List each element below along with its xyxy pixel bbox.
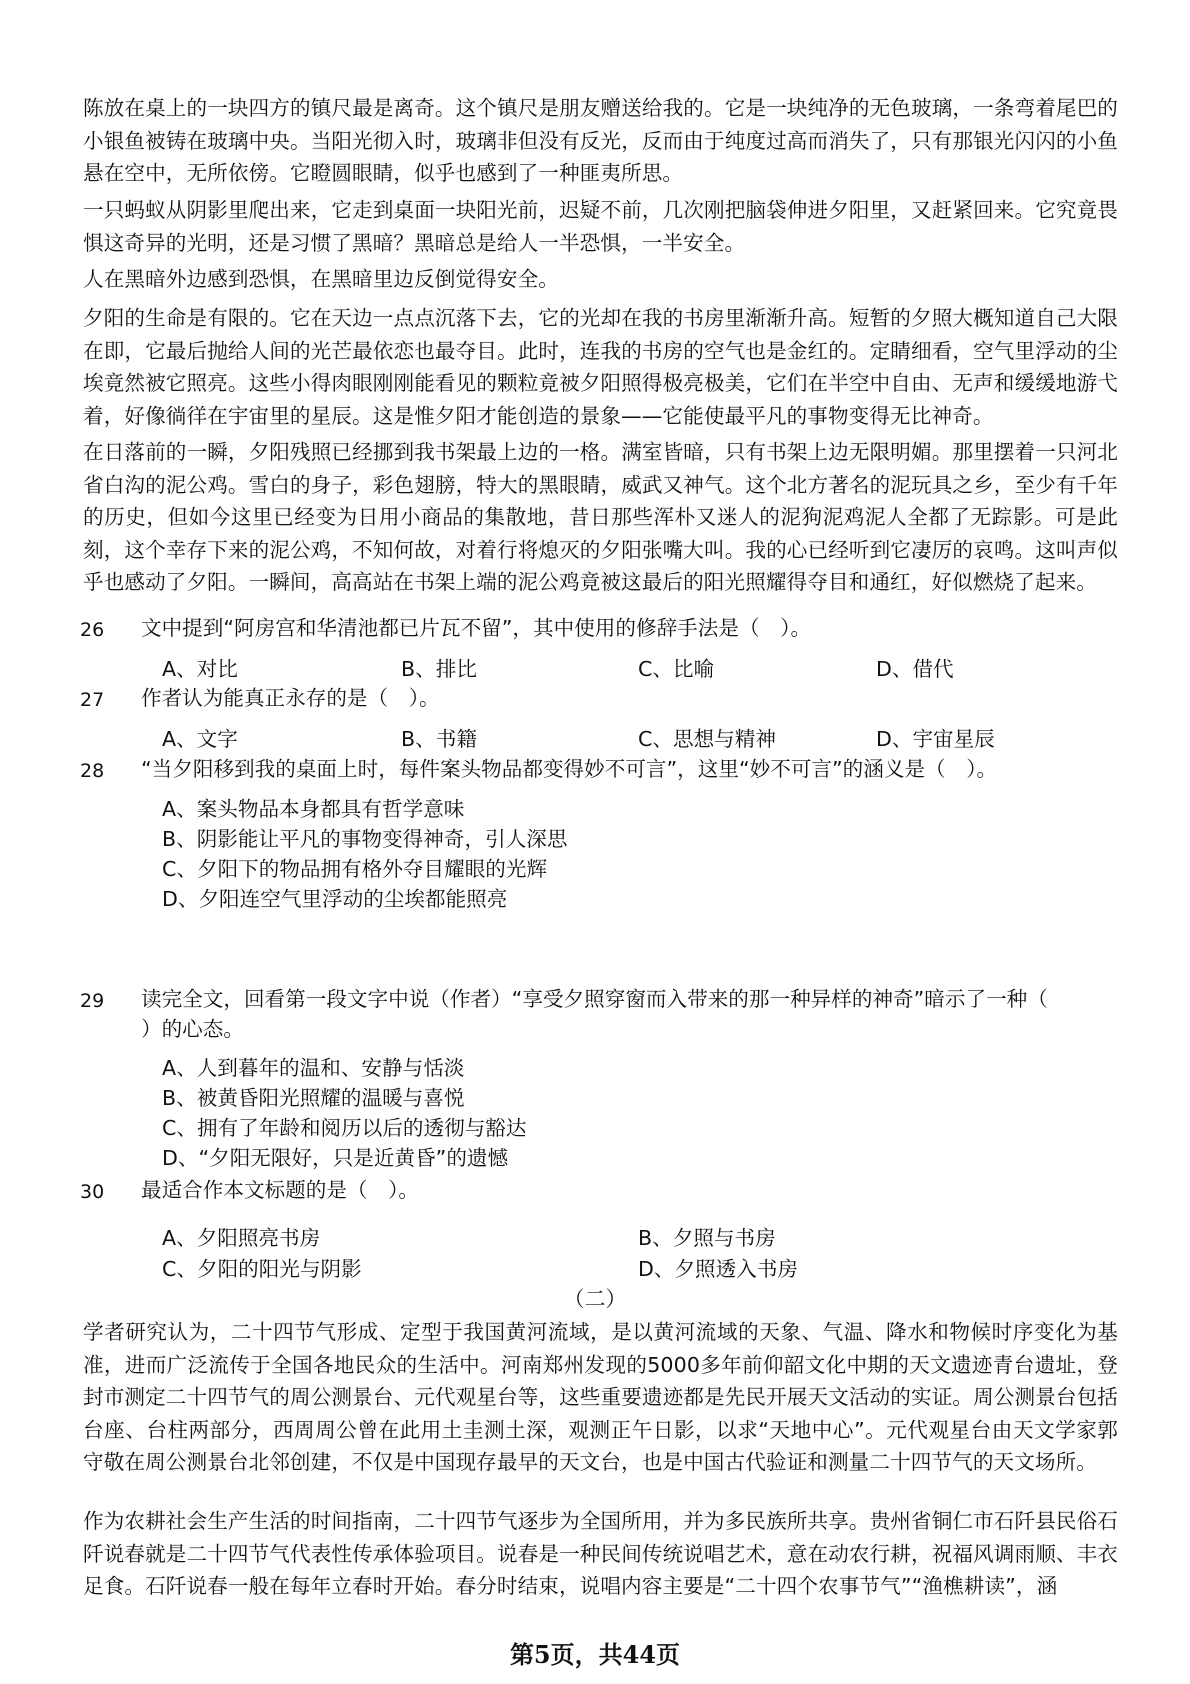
passage-paragraph-3: 人在黑暗外边感到恐惧，在黑暗里边反倒觉得安全。	[83, 267, 559, 291]
passage-paragraph-5: 在日落前的一瞬，夕阳残照已经挪到我书架最上边的一格。满室皆暗，只有书架上边无限明媚。那里摆着一只河北省白沟的泥公鸡。雪白的身子，彩色翅膀，特大的黑眼睛，威武又神气。这个北方著名的泥玩具之乡，至少有千年的历史，但如今这里已经变为日用小商品的集散地，昔日那些浑朴又迷人的泥狗泥鸡泥人全都了无踪影。可是此刻，这个幸存下来的泥公鸡，不知何故，对着行将熄灭的夕阳张嘴大叫。我的心已经听到它凄厉的哀鸣。这叫声似乎也感动了夕阳。一瞬间，高高站在书架上端的泥公鸡竟被这最后的阳光照耀得夺目和通红，好似燃烧了起来。	[83, 440, 1118, 594]
q29-option-c[interactable]: C、拥有了年龄和阅历以后的透彻与豁达	[162, 1116, 527, 1140]
q28-option-d[interactable]: D、夕阳连空气里浮动的尘埃都能照亮	[162, 887, 508, 911]
question-text-28: “当夕阳移到我的桌面上时，每件案头物品都变得妙不可言”，这里“妙不可言”的涵义是（ ）。	[141, 757, 998, 781]
question-number-30: 30	[80, 1181, 105, 1203]
q26-option-c[interactable]: C、比喻	[638, 657, 715, 681]
q26-option-b[interactable]: B、排比	[401, 657, 477, 681]
q28-option-c[interactable]: C、夕阳下的物品拥有格外夺目耀眼的光辉	[162, 857, 548, 881]
q28-option-a[interactable]: A、案头物品本身都具有哲学意味	[162, 797, 465, 821]
q30-option-d[interactable]: D、夕照透入书房	[638, 1257, 799, 1281]
section2-paragraph-2: 作为农耕社会生产生活的时间指南，二十四节气逐步为全国所用，并为多民族所共享。贵州省铜仁市石阡县民俗石阡说春就是二十四节气代表性传承体验项目。说春是一种民间传统说唱艺术，意在动农行耕，祝福风调雨顺、丰衣足食。石阡说春一般在每年立春时开始。春分时结束，说唱内容主要是“二十四个农事节气”“渔樵耕读”，涵	[83, 1509, 1118, 1598]
q26-option-a[interactable]: A、对比	[162, 657, 238, 681]
q30-option-a[interactable]: A、夕阳照亮书房	[162, 1226, 321, 1250]
q27-option-c[interactable]: C、思想与精神	[638, 727, 776, 751]
question-text-27: 作者认为能真正永存的是（ ）。	[141, 686, 440, 710]
question-number-27: 27	[80, 689, 105, 711]
q29-option-a[interactable]: A、人到暮年的温和、安静与恬淡	[162, 1056, 465, 1080]
question-number-28: 28	[80, 760, 105, 782]
q30-option-b[interactable]: B、夕照与书房	[638, 1226, 776, 1250]
page-footer: 第5页，共44页	[509, 1640, 681, 1669]
q29-option-b[interactable]: B、被黄昏阳光照耀的温暖与喜悦	[162, 1086, 465, 1110]
section2-paragraph-1: 学者研究认为，二十四节气形成、定型于我国黄河流域，是以黄河流域的天象、气温、降水和物候时序变化为基准，进而广泛流传于全国各地民众的生活中。河南郑州发现的5000多年前仰韶文化中期的天文遗迹青台遗址，登封市测定二十四节气的周公测景台、元代观星台等，这些重要遗迹都是先民开展天文活动的实证。周公测景台包括台座、台柱两部分，西周周公曾在此用土圭测土深，观测正午日影，以求“天地中心”。元代观星台由天文学家郭守敬在周公测景台北邻创建，不仅是中国现存最早的天文台，也是中国古代验证和测量二十四节气的天文场所。	[83, 1320, 1118, 1474]
q27-option-d[interactable]: D、宇宙星辰	[876, 727, 995, 751]
passage-paragraph-2: 一只蚂蚁从阴影里爬出来，它走到桌面一块阳光前，迟疑不前，几次刚把脑袋伸进夕阳里，又赶紧回来。它究竟畏惧这奇异的光明，还是习惯了黑暗？黑暗总是给人一半恐惧，一半安全。	[83, 198, 1118, 255]
question-number-26: 26	[80, 619, 105, 641]
q27-option-b[interactable]: B、书籍	[401, 727, 477, 751]
question-text-29-line1: 读完全文，回看第一段文字中说（作者）“享受夕照穿窗而入带来的那一种异样的神奇”暗示了一种（	[141, 987, 1048, 1011]
q29-option-d[interactable]: D、“夕阳无限好，只是近黄昏”的遗憾	[162, 1146, 509, 1170]
q26-option-d[interactable]: D、借代	[876, 657, 954, 681]
question-text-26: 文中提到“阿房宫和华清池都已片瓦不留”，其中使用的修辞手法是（ ）。	[141, 616, 812, 640]
q28-option-b[interactable]: B、阴影能让平凡的事物变得神奇，引人深思	[162, 827, 568, 851]
passage-paragraph-1: 陈放在桌上的一块四方的镇尺最是离奇。这个镇尺是朋友赠送给我的。它是一块纯净的无色玻璃，一条弯着尾巴的小银鱼被铸在玻璃中央。当阳光彻入时，玻璃非但没有反光，反而由于纯度过高而消失了，只有那银光闪闪的小鱼悬在空中，无所依傍。它瞪圆眼睛，似乎也感到了一种匪夷所思。	[83, 96, 1118, 185]
question-text-29-line2: ）的心态。	[141, 1017, 244, 1041]
q30-option-c[interactable]: C、夕阳的阳光与阴影	[162, 1257, 362, 1281]
question-number-29: 29	[80, 990, 105, 1012]
question-text-30: 最适合作本文标题的是（ ）。	[141, 1178, 420, 1202]
section-title: （二）	[563, 1287, 627, 1311]
passage-paragraph-4: 夕阳的生命是有限的。它在天边一点点沉落下去，它的光却在我的书房里渐渐升高。短暂的夕照大概知道自己大限在即，它最后抛给人间的光芒最依恋也最夺目。此时，连我的书房的空气也是金红的。定睛细看，空气里浮动的尘埃竟然被它照亮。这些小得肉眼刚刚能看见的颗粒竟被夕阳照得极亮极美，它们在半空中自由、无声和缓缓地游弋着，好像徜徉在宇宙里的星辰。这是惟夕阳才能创造的景象——它能使最平凡的事物变得无比神奇。	[83, 306, 1118, 428]
q27-option-a[interactable]: A、文字	[162, 727, 238, 751]
